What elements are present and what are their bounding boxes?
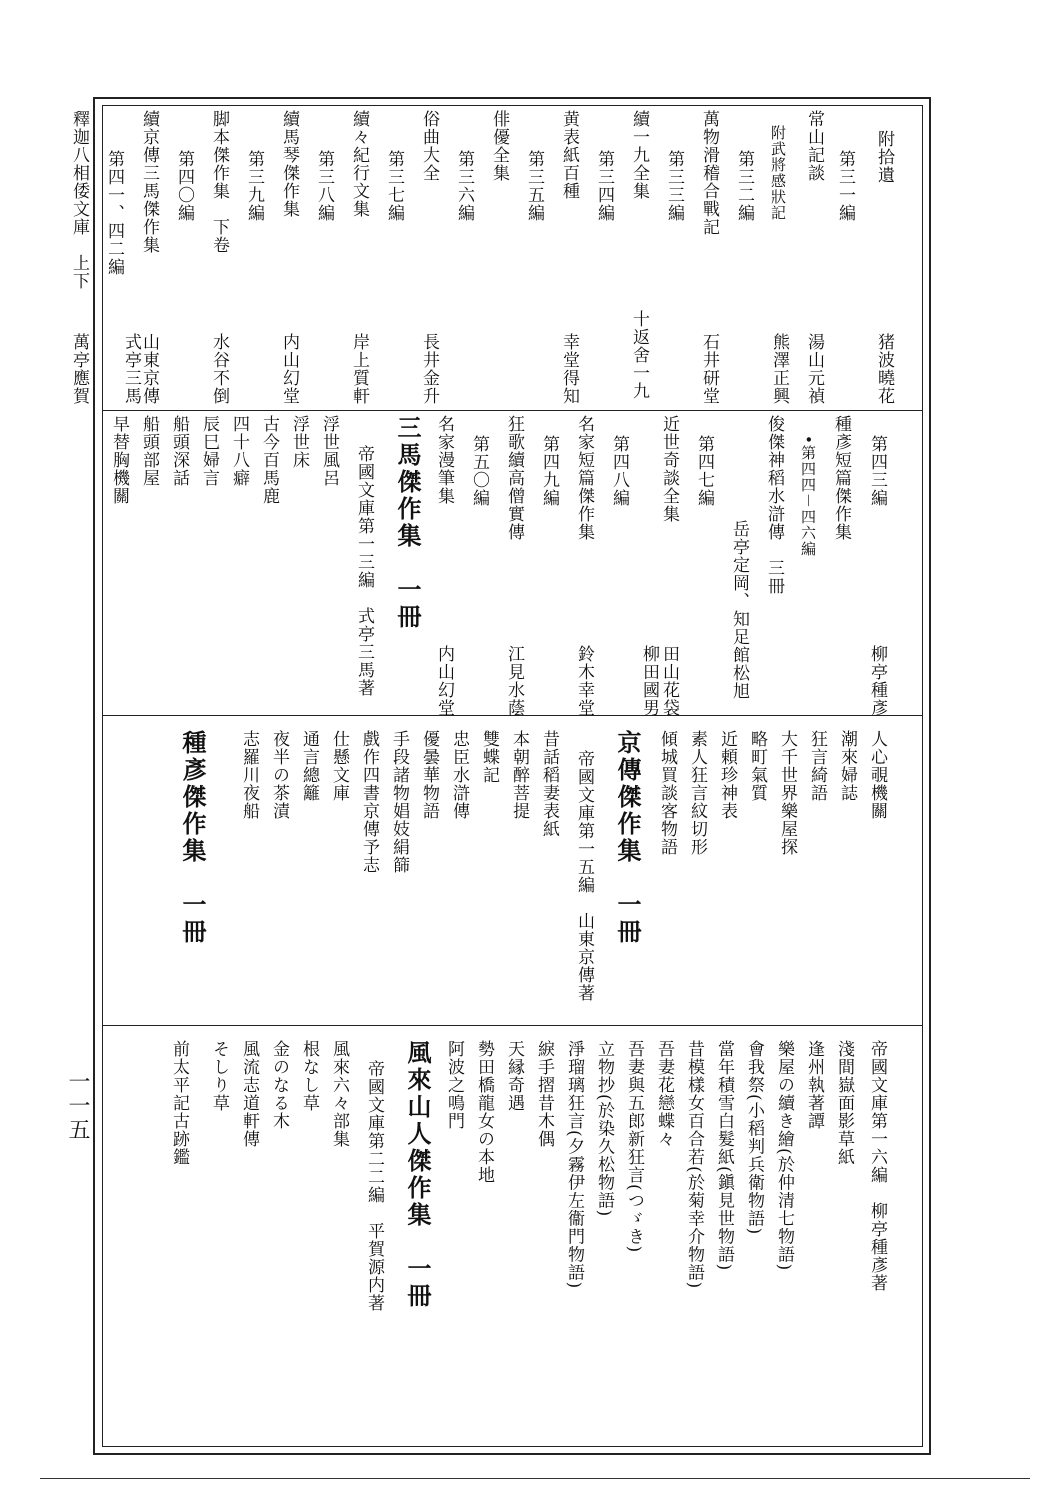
top-entry: 萬物滑稽合戰記 — [699, 110, 719, 236]
top2-entry: 第四七編 — [694, 435, 714, 507]
top2-entry: 種彥短篇傑作集 — [831, 415, 851, 541]
top-entry: 附拾遺 — [874, 130, 894, 184]
bottom-entry: 帝國文庫第二二編 平賀源内著 — [364, 1060, 384, 1312]
bottom-entry: 逢州執著譚 — [804, 1040, 824, 1130]
bottom-entry: 阿波之鳴門 — [444, 1040, 464, 1130]
bottom-entry: 淨瑠璃狂言(夕霧伊左衞門物語) — [564, 1040, 584, 1290]
middle-entry: 略町氣質 — [747, 730, 767, 802]
top-entry: 水谷不倒 — [209, 333, 229, 405]
middle-entry: 仕懸文庫 — [329, 730, 349, 802]
top-entry: 萬亭應賀 — [69, 333, 89, 405]
top-entry: 第三二編 — [734, 150, 754, 222]
top-entry: 第三六編 — [454, 150, 474, 222]
footer-rule — [40, 1478, 1030, 1479]
bottom-entry: 天縁奇遇 — [504, 1040, 524, 1112]
top2-entry: 第四八編 — [609, 435, 629, 507]
top2-entry: 浮世床 — [289, 415, 309, 469]
bottom-entry: 吾妻與五郎新狂言(つゞき) — [624, 1040, 644, 1254]
top-entry: 内山幻堂 — [279, 333, 299, 405]
top2-entry: 辰巳婦言 — [199, 415, 219, 487]
top-entry: 第三七編 — [384, 150, 404, 222]
top-entry: 附武將感狀記 — [769, 125, 787, 221]
middle-entry: 人心覗機關 — [867, 730, 887, 820]
top-entry: 幸堂得知 — [559, 333, 579, 405]
top-entry: 猪波曉花 — [874, 333, 894, 405]
bottom-entry: 前太平記古跡鑑 — [169, 1040, 189, 1166]
top2-entry: 田山花袋 — [659, 645, 679, 717]
top2-entry: 船頭部屋 — [139, 415, 159, 487]
top-entry: 俳優全集 — [489, 110, 509, 182]
top2-entry: 江見水蔭 — [504, 645, 524, 717]
middle-entry: 雙蝶記 — [479, 730, 499, 784]
middle-entry: 潮來婦誌 — [837, 730, 857, 802]
top2-entry: 帝國文庫第一三編 式亭三馬著 — [354, 445, 374, 697]
top2-entry: 近世奇談全集 — [659, 415, 679, 523]
bottom-entry: 勢田橋龍女の本地 — [474, 1040, 494, 1184]
middle-entry: 通言總籬 — [299, 730, 319, 802]
section-divider-0 — [103, 410, 923, 411]
top2-entry: 鈴木幸堂 — [574, 645, 594, 717]
top-entry: 常山記談 — [804, 110, 824, 182]
top2-entry: •第四四－四六編 — [799, 435, 817, 557]
bottom-entry: 帝國文庫第一六編 柳亭種彥著 — [867, 1040, 887, 1292]
top-entry: 式亭三馬 — [121, 333, 141, 405]
middle-entry: 近頼珍神表 — [717, 730, 737, 820]
bottom-entry: 樂屋の續き繪(於仲清七物語) — [774, 1040, 794, 1272]
bottom-entry: 淺間嶽面影草紙 — [834, 1040, 854, 1166]
top2-entry: 柳亭種彥 — [867, 645, 887, 717]
top2-entry: 狂歌續高僧實傳 — [504, 415, 524, 541]
middle-entry: 種彥傑作集 一冊 — [178, 730, 207, 946]
top-entry: 十返舍一九 — [629, 310, 649, 400]
middle-entry: 帝國文庫第一五編 山東京傳著 — [574, 750, 594, 1002]
top-entry: 第三五編 — [524, 150, 544, 222]
middle-entry: 手段諸物娼妓絹篩 — [389, 730, 409, 874]
middle-entry: 戲作四書京傳予志 — [359, 730, 379, 874]
top2-entry: 第四三編 — [867, 435, 887, 507]
top-entry: 第四〇編 — [174, 150, 194, 222]
bottom-entry: 吾妻花戀蝶々 — [654, 1040, 674, 1148]
top-entry: 第三九編 — [244, 150, 264, 222]
top2-entry: 浮世風呂 — [319, 415, 339, 487]
top-entry: 石井研堂 — [699, 333, 719, 405]
top2-entry: 船頭深話 — [169, 415, 189, 487]
top-entry: 第三三編 — [664, 150, 684, 222]
bottom-entry: 昔模樣女百合若(於菊幸介物語) — [684, 1040, 704, 1290]
top-entry: 釋迦八相倭文庫 上下 — [69, 110, 89, 290]
middle-entry: 夜半の茶漬 — [269, 730, 289, 820]
middle-entry: 京傳傑作集 一冊 — [613, 730, 642, 946]
top-entry: 長井金升 — [419, 333, 439, 405]
section-divider-2 — [103, 1025, 923, 1026]
bottom-entry: 風來六々部集 — [329, 1040, 349, 1148]
top-entry: 岸上質軒 — [349, 333, 369, 405]
top2-entry: 名家短篇傑作集 — [574, 415, 594, 541]
bottom-entry: 金のなる木 — [269, 1040, 289, 1130]
bottom-entry: 當年積雪白髮紙(鎭見世物語) — [714, 1040, 734, 1272]
top2-entry: 四十八癖 — [229, 415, 249, 487]
top2-entry: 三馬傑作集 一冊 — [393, 415, 422, 631]
top-entry: 續一九全集 — [629, 110, 649, 200]
bottom-entry: 會我祭(小稻判兵衛物語) — [744, 1040, 764, 1236]
bottom-entry: 風流志道軒傳 — [239, 1040, 259, 1148]
bottom-entry: 風來山人傑作集 一冊 — [403, 1040, 432, 1310]
bottom-entry: そしり草 — [209, 1040, 229, 1112]
middle-entry: 昔話稻妻表紙 — [539, 730, 559, 838]
top-entry: 第三八編 — [314, 150, 334, 222]
top2-entry: 柳田國男 — [639, 645, 659, 717]
middle-entry: 忠臣水滸傳 — [449, 730, 469, 820]
top-entry: 續々紀行文集 — [349, 110, 369, 218]
top-entry: 熊澤正興 — [769, 333, 789, 405]
middle-entry: 志羅川夜船 — [239, 730, 259, 820]
middle-entry: 傾城買談客物語 — [657, 730, 677, 856]
top-entry: 脚本傑作集 下卷 — [209, 110, 229, 254]
bottom-entry: 立物抄(於染久松物語) — [594, 1040, 614, 1218]
top2-entry: 早替胸機關 — [109, 415, 129, 505]
bottom-entry: 根なし草 — [299, 1040, 319, 1112]
top-entry: 續馬琴傑作集 — [279, 110, 299, 218]
top2-entry: 第五〇編 — [469, 435, 489, 507]
top-entry: 湯山元禎 — [804, 333, 824, 405]
top-entry: 第三四編 — [594, 150, 614, 222]
top-entry: 第四一、四二編 — [104, 150, 124, 276]
top2-entry: 名家漫筆集 — [434, 415, 454, 505]
page-number: 一一五 — [65, 1070, 90, 1142]
top2-entry: 第四九編 — [539, 435, 559, 507]
top2-entry: 古今百馬鹿 — [259, 415, 279, 505]
top-entry: 第三一編 — [835, 150, 855, 222]
middle-entry: 優曇華物語 — [419, 730, 439, 820]
middle-entry: 狂言綺語 — [807, 730, 827, 802]
top-entry: 續京傳三馬傑作集 — [139, 110, 159, 254]
middle-entry: 素人狂言紋切形 — [687, 730, 707, 856]
top2-entry: 岳亭定岡、知足館松旭 — [729, 520, 749, 700]
middle-entry: 大千世界樂屋探 — [777, 730, 797, 856]
middle-entry: 本朝醉菩提 — [509, 730, 529, 820]
top-entry: 俗曲大全 — [419, 110, 439, 182]
top2-entry: 俊傑神稻水滸傳 三冊 — [764, 415, 784, 595]
top-entry: 山東京傳 — [139, 333, 159, 405]
top2-entry: 内山幻堂 — [434, 645, 454, 717]
top-entry: 黄表紙百種 — [559, 110, 579, 200]
bottom-entry: 綟手摺昔木偶 — [534, 1040, 554, 1148]
